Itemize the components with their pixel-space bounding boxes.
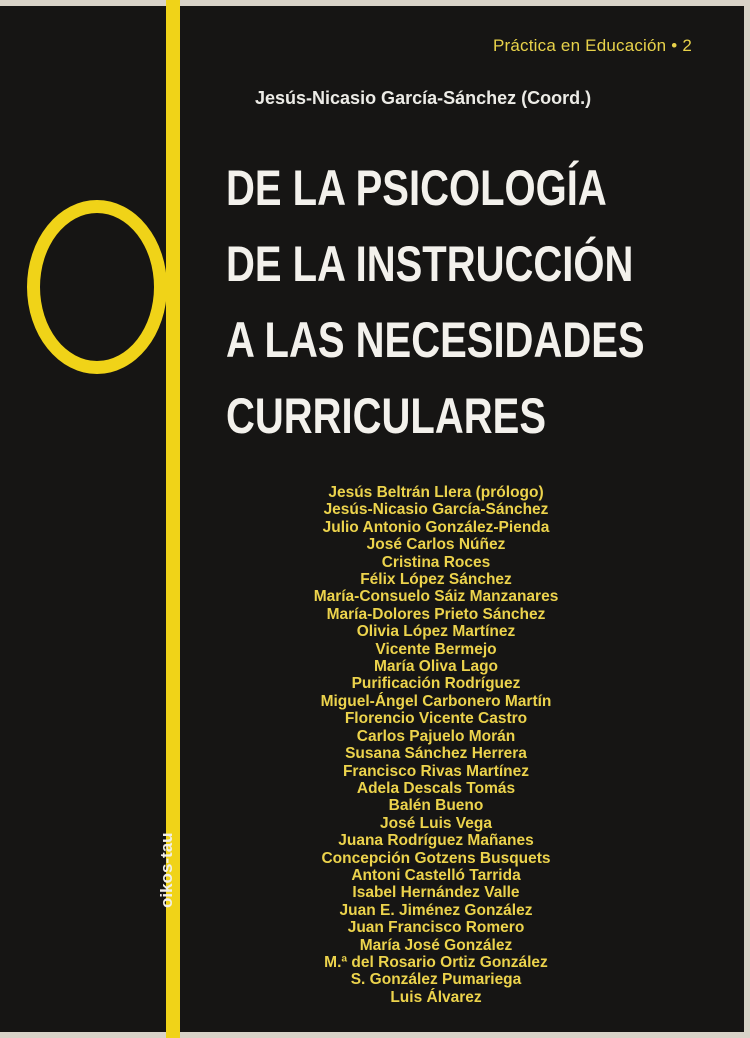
author-name: Susana Sánchez Herrera — [345, 745, 527, 763]
author-name: María-Dolores Prieto Sánchez — [326, 605, 546, 623]
title-line-1: DE LA PSICOLOGÍA — [226, 160, 607, 216]
title-line-2: DE LA INSTRUCCIÓN — [226, 236, 634, 292]
page-edge-bottom — [0, 1032, 750, 1038]
author-name: Adela Descals Tomás — [356, 779, 516, 797]
author-name: José Luis Vega — [380, 814, 492, 832]
author-name: María-Consuelo Sáiz Manzanares — [313, 588, 559, 606]
author-name: S. González Pumariega — [350, 971, 522, 989]
author-name: Concepción Gotzens Busquets — [321, 849, 551, 867]
author-name: Miguel-Ángel Carbonero Martín — [320, 692, 552, 710]
author-name: Florencio Vicente Castro — [344, 710, 528, 728]
author-name: Carlos Pajuelo Morán — [356, 727, 516, 745]
page-edge-top — [0, 0, 750, 6]
title-line-3: A LAS NECESIDADES — [226, 312, 645, 368]
author-list — [226, 484, 646, 1006]
title-line-4: CURRICULARES — [226, 388, 546, 444]
page-edge-right — [744, 0, 750, 1038]
author-name: Antoni Castelló Tarrida — [351, 866, 521, 884]
book-title — [226, 150, 645, 454]
author-name: Vicente Bermejo — [375, 640, 497, 658]
author-name: Jesús Beltrán Llera (prólogo) — [328, 484, 544, 501]
author-name: M.ª del Rosario Ortiz González — [324, 953, 548, 971]
author-name: Luis Álvarez — [390, 988, 482, 1006]
publisher-name: oikos-tau — [157, 832, 176, 908]
author-name: Julio Antonio González-Pienda — [322, 518, 550, 536]
author-name: María Oliva Lago — [373, 658, 499, 676]
author-name: Purificación Rodríguez — [351, 675, 521, 693]
author-name: Juana Rodríguez Mañanes — [338, 832, 534, 850]
author-name: Olivia López Martínez — [356, 623, 516, 641]
author-name: Félix López Sánchez — [360, 571, 512, 589]
coordinator-name: Jesús-Nicasio García-Sánchez (Coord.) — [255, 88, 592, 108]
author-name: Isabel Hernández Valle — [352, 884, 520, 902]
yellow-ring-logo — [27, 200, 167, 374]
author-name: Juan E. Jiménez González — [339, 901, 533, 919]
author-name: Cristina Roces — [381, 553, 491, 571]
author-name: Juan Francisco Romero — [347, 919, 525, 937]
author-name: José Carlos Núñez — [366, 536, 506, 554]
author-name: María José González — [359, 936, 513, 954]
author-name: Balén Bueno — [388, 797, 484, 815]
author-name: Francisco Rivas Martínez — [342, 762, 530, 780]
series-label: Práctica en Educación • 2 — [492, 36, 692, 55]
author-name: Jesús-Nicasio García-Sánchez — [323, 501, 549, 519]
